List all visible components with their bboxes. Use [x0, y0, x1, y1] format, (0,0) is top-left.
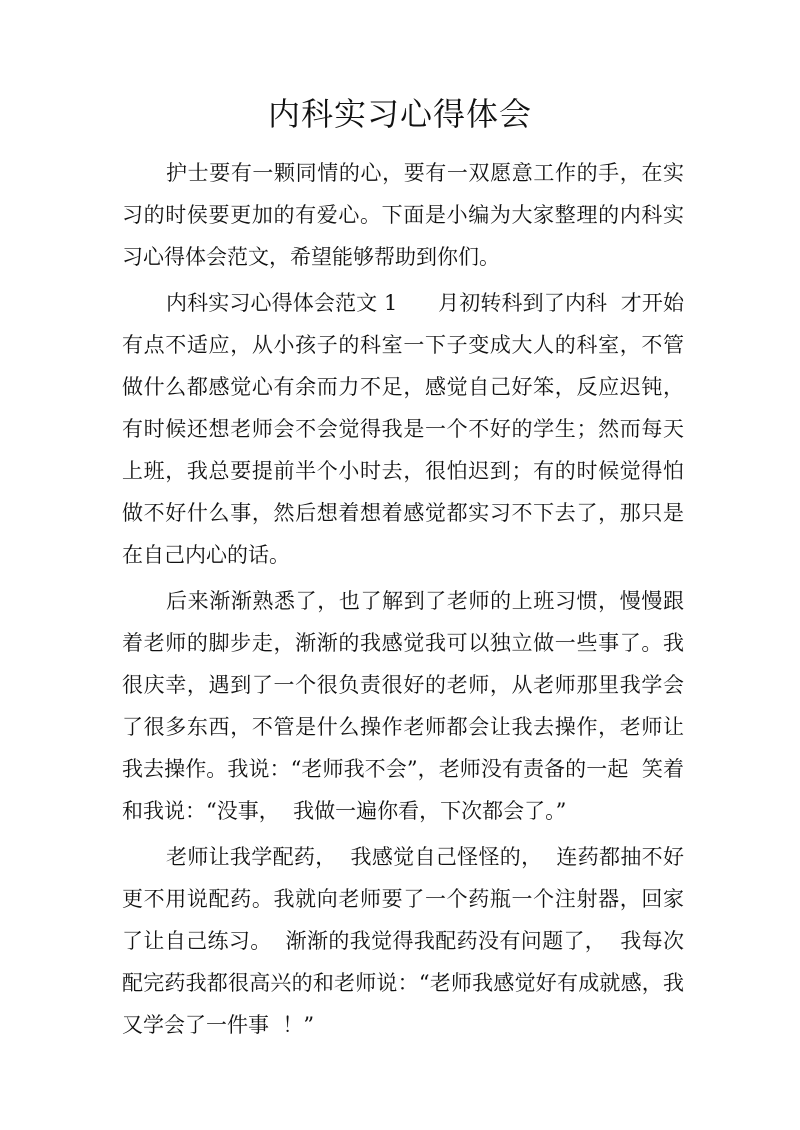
paragraph-learning-medicine: 老师让我学配药， 我感觉自己怪怪的， 连药都抽不好更不用说配药。我就向老师要了一个药瓶一个注射器，回家了让自己练习。 渐渐的我觉得我配药没有问题了， 我每次配完药我都很高兴的和老师说：“老师我感觉好有成就感，我又学会了一件事 ！”	[122, 845, 684, 1037]
document-title: 内科实习心得体会	[267, 95, 532, 133]
paragraph-intro: 护士要有一颗同情的心，要有一双愿意工作的手，在实习的时侯要更加的有爱心。下面是小编为大家整理的内科实习心得体会范文，希望能够帮助到你们。	[122, 161, 684, 269]
paragraph-getting-familiar: 后来渐渐熟悉了，也了解到了老师的上班习惯，慢慢跟着老师的脚步走，渐渐的我感觉我可以独立做一些事了。我很庆幸，遇到了一个很负责很好的老师，从老师那里我学会了很多东西，不管是什么操作老师都会让我去操作，老师让我去操作。我说：“老师我不会”，老师没有责备的一起 笑着和我说：“没事， 我做一遍你看，下次都会了。”	[122, 589, 684, 823]
document-body	[122, 152, 684, 1050]
paragraph-sample-1: 内科实习心得体会范文 1 月初转科到了内科 才开始有点不适应，从小孩子的科室一下子变成大人的科室，不管做什么都感觉心有余而力不足，感觉自己好笨，反应迟钝，有时候还想老师会不会觉得我是一个不好的学生；然而每天上班，我总要提前半个小时去，很怕迟到；有的时候觉得怕做不好什么事，然后想着想着感觉都实习不下去了，那只是在自己内心的话。	[122, 291, 684, 567]
